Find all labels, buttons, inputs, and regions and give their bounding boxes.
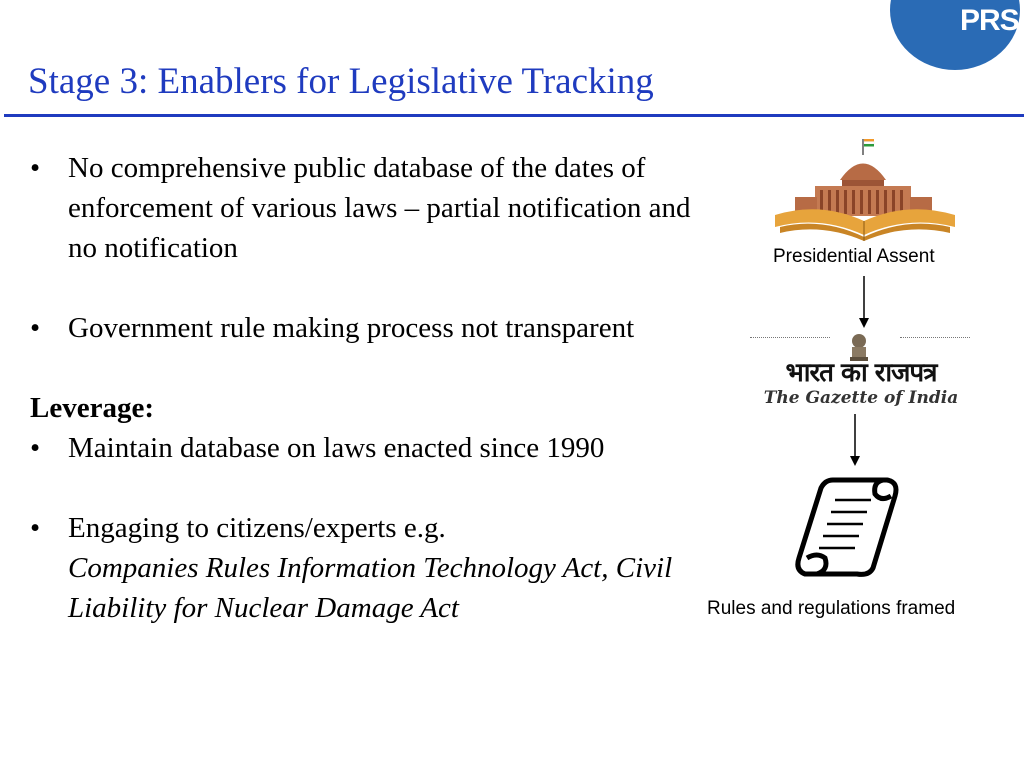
flow-arrow-down [848, 414, 862, 466]
gazette-small-text-left [750, 337, 830, 341]
gazette-small-text-right [900, 337, 970, 341]
presidential-assent-label: Presidential Assent [773, 246, 935, 267]
title-divider [4, 114, 1024, 117]
parliament-book-icon [770, 135, 960, 243]
slide-title: Stage 3: Enablers for Legislative Tracking [28, 61, 654, 102]
bullet-icon: • [30, 152, 41, 184]
bullet-icon: • [30, 432, 41, 464]
bullet-item [30, 308, 710, 348]
bullet-text: Government rule making process not transparent [68, 312, 635, 344]
scroll-icon [795, 470, 905, 580]
bullet-text: Maintain database on laws enacted since 1990 [68, 432, 605, 464]
bullet-text: Engaging to citizens/experts e.g. [68, 512, 446, 544]
bullet-item [30, 428, 710, 468]
bullet-item [30, 508, 710, 628]
gazette-hindi-title: भारत का राजपत्र [785, 358, 937, 388]
slide-body [30, 148, 710, 668]
gazette-masthead [750, 333, 972, 413]
leverage-heading: Leverage: [30, 392, 154, 424]
rules-framed-label: Rules and regulations framed [707, 598, 956, 619]
bullet-icon: • [30, 512, 41, 544]
logo-text: PRS [960, 4, 1019, 37]
gazette-english-title: The Gazette of India [763, 388, 959, 408]
bullet-icon: • [30, 312, 41, 344]
bullet-text: No comprehensive public database of the dates of enforcement of various laws – partial notification and no notification [68, 152, 691, 264]
flow-arrow-down [857, 276, 871, 328]
bullet-italic-text: Companies Rules Information Technology Act, Civil Liability for Nuclear Damage Act [68, 552, 673, 624]
bullet-text-group [68, 508, 710, 628]
bullet-item [30, 148, 710, 268]
